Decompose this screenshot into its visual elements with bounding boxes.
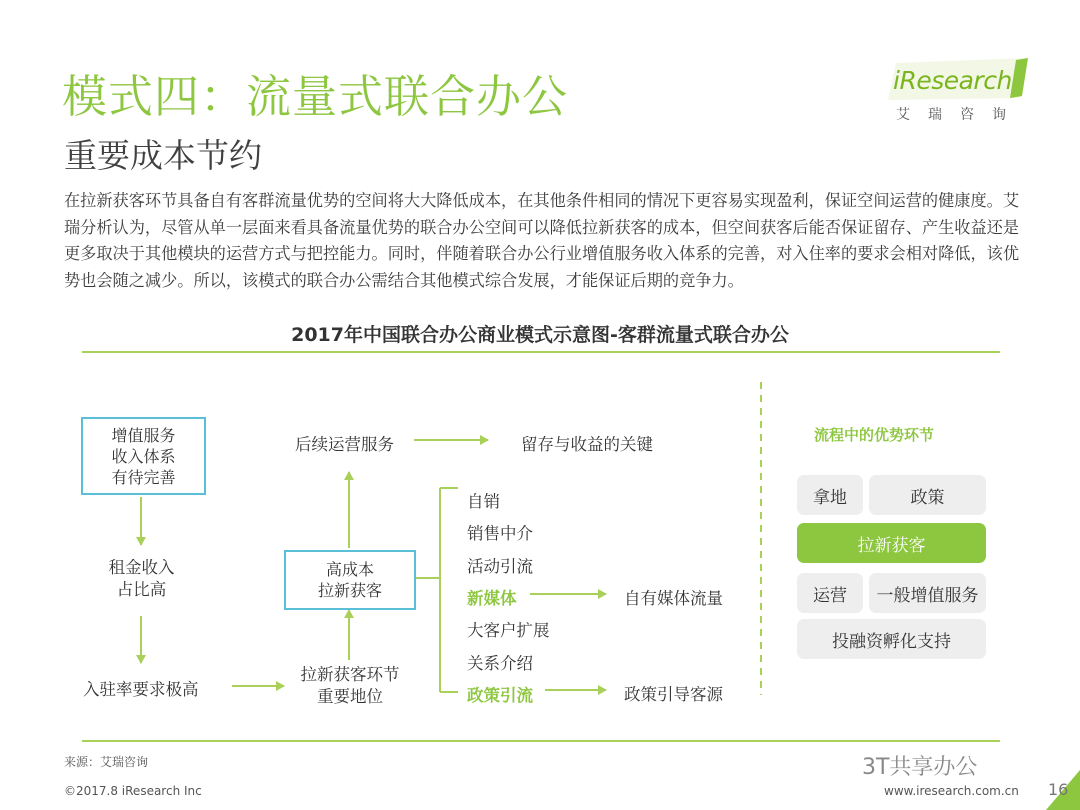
channel-agency: 销售中介 xyxy=(467,524,533,543)
diagram-title: 2017年中国联合办公商业模式示意图-客群流量式联合办公 xyxy=(291,324,789,346)
body-paragraph: 在拉新获客环节具备自有客群流量优势的空间将大大降低成本，在其他条件相同的情况下更容易实现盈利，保证空间运营的健康度。艾瑞分析认为，尽管从单一层面来看具备流量优势的联合办公空间可以降低拉新获客的成本，但空间获客后能否保证留存、产生收益还是更多取决于其他模块的运营方式与把控能力。同时，伴随着联合办公行业增值服务收入体系的完善，对入住率的要求会相对降低，该优势也会随之减少。所以，该模式的联合办公需结合其他模式综合发展，才能保证后期的竞争力。 xyxy=(64,191,1020,290)
tag-acquisition-highlight: 拉新获客 xyxy=(797,523,986,563)
logo-text: iResearch xyxy=(893,66,1012,95)
tag-value-added: 一般增值服务 xyxy=(869,573,986,613)
channel-new-media: 新媒体 xyxy=(467,589,517,608)
tag-operation: 运营 xyxy=(797,573,863,613)
channel-key-accounts: 大客户扩展 xyxy=(467,621,550,640)
copyright: ©2017.8 iResearch Inc xyxy=(64,784,202,798)
channel-events: 活动引流 xyxy=(467,557,533,576)
high-cost-line-2: 拉新获客 xyxy=(317,581,382,600)
rent-income-label: 租金收入 占比高 xyxy=(108,558,175,599)
channel-self-sales: 自销 xyxy=(467,492,500,511)
value-added-line-1: 增值服务 xyxy=(111,425,176,445)
tag-incubation: 投融资孵化支持 xyxy=(797,619,986,659)
advantage-title: 流程中的优势环节 xyxy=(814,426,935,444)
channel-brace xyxy=(415,488,458,692)
policy-source-label: 政策引导客源 xyxy=(624,685,723,704)
value-added-line-3: 有待完善 xyxy=(111,467,176,487)
occupancy-label: 入驻率要求极高 xyxy=(83,680,199,699)
channel-referrals: 关系介绍 xyxy=(467,654,533,673)
key-link-label: 拉新获客环节 重要地位 xyxy=(300,665,400,706)
logo-cn: 艾瑞咨询 xyxy=(896,107,1024,123)
tag-policy: 政策 xyxy=(869,475,986,515)
high-cost-line-1: 高成本 xyxy=(325,560,374,579)
high-cost-box xyxy=(284,550,416,610)
tag-site: 拿地 xyxy=(797,475,863,515)
watermark: 3T共享办公 xyxy=(862,755,978,780)
footer-url: www.iresearch.com.cn xyxy=(884,784,1019,798)
page-subtitle: 重要成本节约 xyxy=(64,136,262,175)
value-added-line-2: 收入体系 xyxy=(111,446,176,466)
channel-policy: 政策引流 xyxy=(467,686,533,705)
retention-label: 留存与收益的关键 xyxy=(521,435,653,454)
value-added-box xyxy=(81,417,206,495)
followup-label: 后续运营服务 xyxy=(295,435,394,454)
page-title: 模式四：流量式联合办公 xyxy=(62,70,569,123)
own-media-label: 自有媒体流量 xyxy=(624,589,723,608)
page-number: 16 xyxy=(1048,780,1069,799)
source-note: 来源：艾瑞咨询 xyxy=(64,755,149,769)
